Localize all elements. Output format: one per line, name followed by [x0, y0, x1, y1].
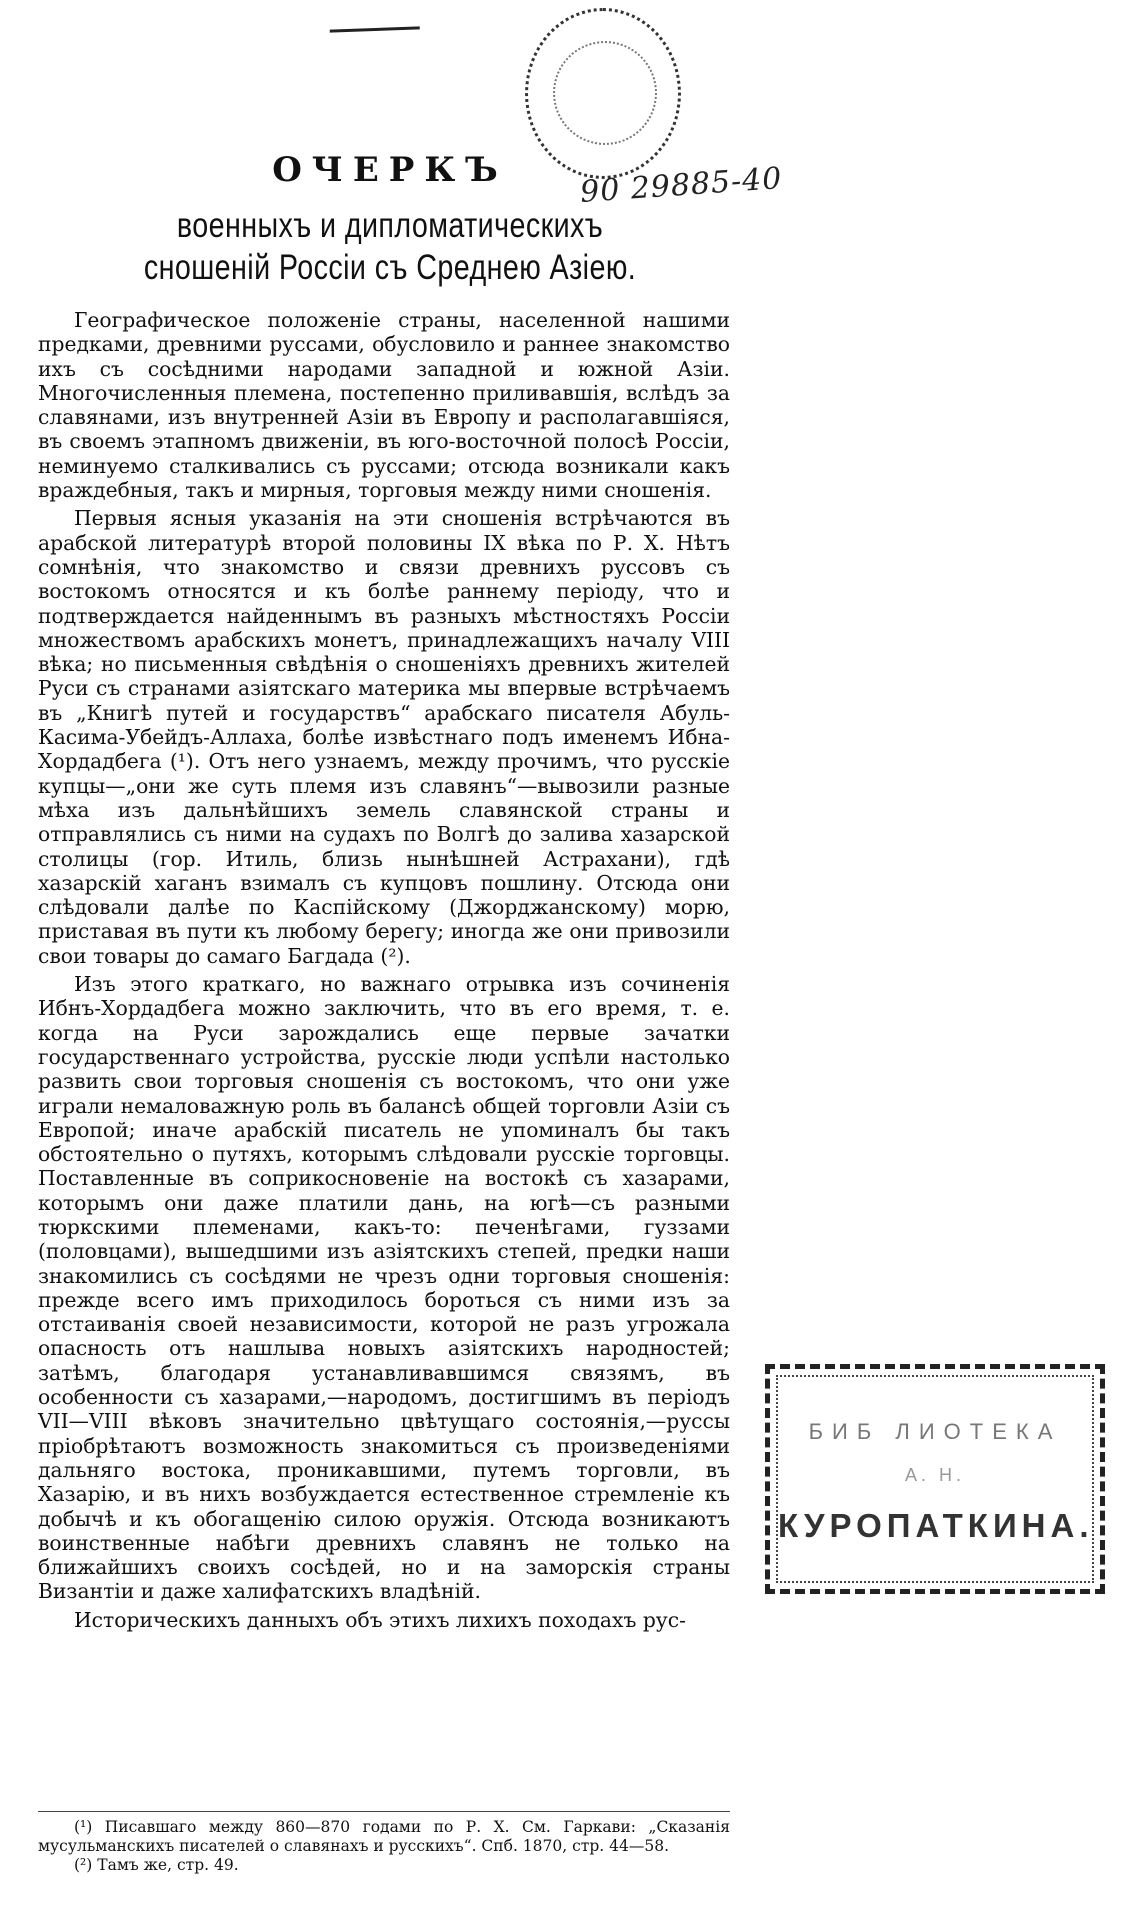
main-text	[38, 308, 730, 1636]
handwritten-catalog-number: 90 29885-40	[579, 160, 784, 211]
library-stamp	[765, 1364, 1105, 1594]
footnotes	[38, 1818, 730, 1875]
footnote: (²) Тамъ же, стр. 49.	[74, 1856, 239, 1874]
stamp-text: КУРОПАТКИНА.	[778, 1507, 1094, 1544]
footnote: (¹) Писавшаго между 860—870 годами по Р. Х. См. Гаркави: „Сказанія мусульманскихъ писателей о славянахъ и русскихъ“. Спб. 1870, стр. 44—58.	[38, 1818, 730, 1855]
paragraph: Историческихъ данныхъ объ этихъ лихихъ походахъ рус-	[74, 1607, 686, 1632]
page-subtitle: военныхъ и дипломатическихъ сношеній Россіи съ Среднею Азіею.	[143, 206, 637, 287]
paragraph: Географическое положеніе страны, населенной нашими предками, древними руссами, обусловило и раннее знакомство ихъ съ сосѣдними народами западной и южной Азіи. Многочисленныя племена, постепенно приливавшія, вслѣдъ за славянами, изъ внутренней Азіи въ Европу и располагавшіяся, въ своемъ этапномъ движеніи, въ юго-восточной полосѣ Россіи, неминуемо сталкивались съ руссами; отсюда возникали какъ враждебныя, такъ и мирныя, торговыя между ними сношенія.	[38, 308, 730, 503]
page-title: ОЧЕРКЪ	[272, 150, 508, 190]
footnote-divider	[38, 1811, 730, 1812]
paragraph: Изъ этого краткаго, но важнаго отрывка изъ сочиненія Ибнъ-Хордадбега можно заключить, что въ его время, т. е. когда на Руси зарождались еще первые зачатки государственнаго устройства, русскіе люди успѣли настолько развить свои торговыя сношенія съ востокомъ, что они уже играли немаловажную роль въ балансѣ общей торговли Азіи съ Европой; иначе арабскій писатель не упоминалъ бы такъ обстоятельно о путяхъ, которымъ слѣдовали русскіе торговцы. Поставленные въ соприкосновеніе на востокѣ съ хазарами, которымъ они даже платили дань, на югѣ—съ разными тюркскими племенами, какъ-то: печенѣгами, гуззами (половцами), вышедшими изъ азіятскихъ степей, предки наши знакомились съ сосѣдями не чрезъ одни торговыя сношенія: прежде всего имъ приходилось бороться съ ними изъ за отстаиванія своей независимости, которой не разъ угрожала опасность отъ нашлыва новыхъ азіятскихъ народностей; затѣмъ, благодаря устанавливавшимся связямъ, въ особенности съ хазарами,—народомъ, достигшимъ въ періодъ VII—VIII вѣковъ значительно цвѣтущаго состоянія,—руссы пріобрѣтаютъ возможность знакомиться съ произведеніями дальняго востока, проникавшими, путемъ торговли, въ Хазарію, и въ нихъ возбуждается естественное стремленіе къ добычѣ и къ обогащенію силою оружія. Отсюда возникаютъ воинственные набѣги древнихъ славянъ не только на ближайшихъ своихъ сосѣдей, но и на заморскія страны Византіи и даже халифатскихъ владѣній.	[38, 972, 730, 1604]
paragraph: Первыя ясныя указанія на эти сношенія встрѣчаются въ арабской литературѣ второй половины IX вѣка по Р. Х. Нѣтъ сомнѣнія, что знакомство и связи древнихъ руссовъ съ востокомъ относятся и къ болѣе раннему періоду, что и подтверждается найденнымъ въ разныхъ мѣстностяхъ Россіи множествомъ арабскихъ монетъ, принадлежащихъ началу VIII вѣка; но письменныя свѣдѣнія о сношеніяхъ древнихъ жителей Руси съ странами азіятскаго материка мы впервые встрѣчаемъ въ „Книгѣ путей и государствъ“ арабскаго писателя Абуль-Касима-Убейдъ-Аллаха, болѣе извѣстнаго подъ именемъ Ибна-Хордадбега (¹). Отъ него узнаемъ, между прочимъ, что русскіе купцы—„они же суть племя изъ славянъ“—вывозили разные мѣха изъ дальнѣйшихъ земель славянской страны и отправлялись съ ними на судахъ по Волгѣ до залива хазарской столицы (гор. Итиль, близь нынѣшней Астрахани), гдѣ хазарскій хаганъ взималъ съ купцовъ пошлину. Отсюда они слѣдовали далѣе по Каспійскому (Джорджанскому) морю, приставая въ пути къ любому берегу; иногда же они привозили свои товары до самаго Багдада (²).	[38, 506, 730, 968]
stamp-text: А. Н.	[904, 1465, 965, 1485]
ink-mark	[330, 26, 421, 46]
stamp-text: БИБ ЛИОТЕКА	[808, 1419, 1062, 1444]
